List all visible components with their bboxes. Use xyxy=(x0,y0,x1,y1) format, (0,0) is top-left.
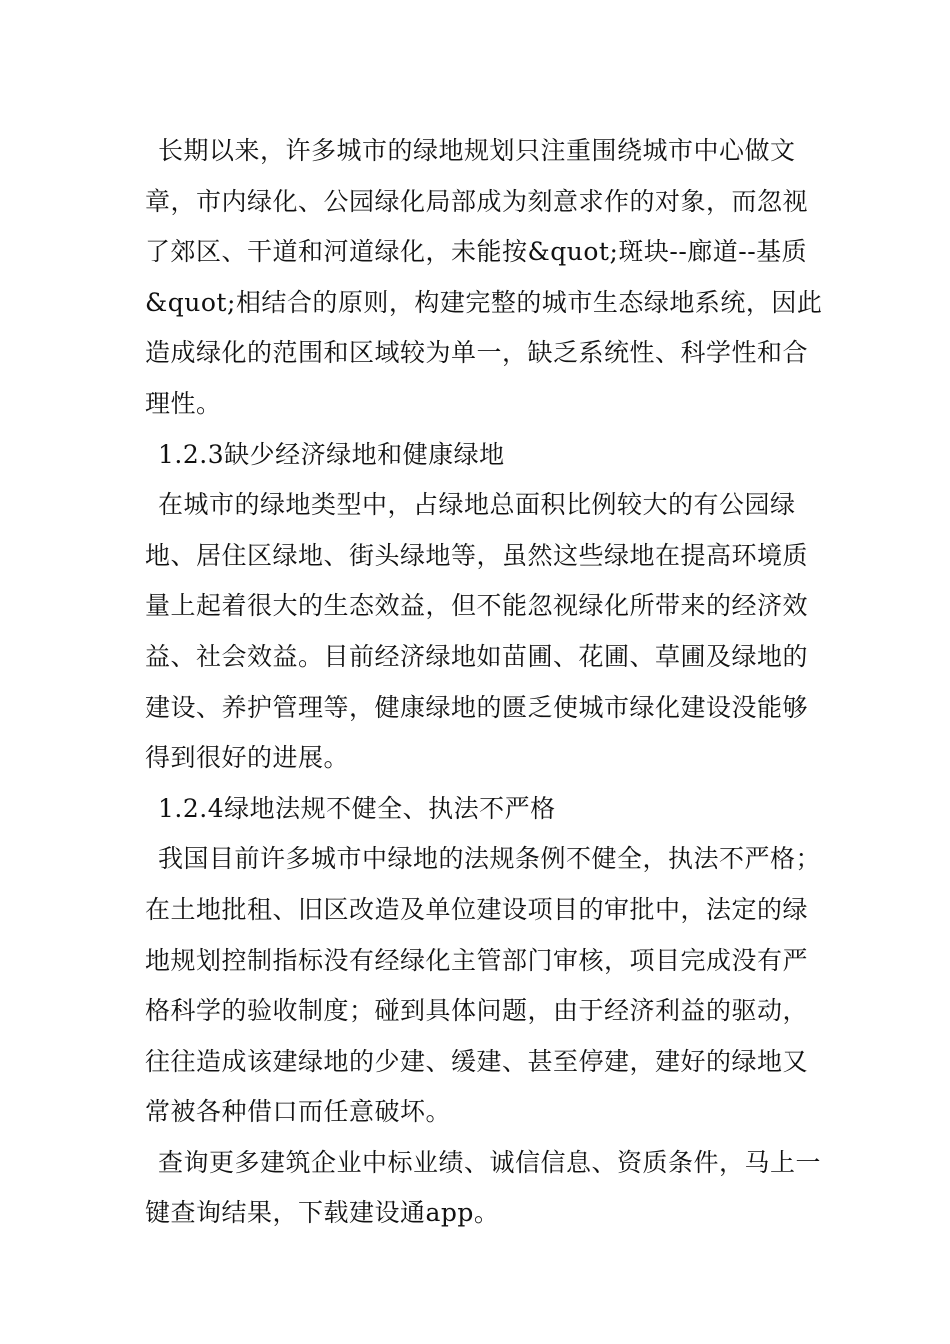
document-body xyxy=(145,126,825,1239)
paragraph-economic-green-space: 在城市的绿地类型中，占绿地总面积比例较大的有公园绿地、居住区绿地、街头绿地等，虽然这些绿地在提高环境质量上起着很大的生态效益，但不能忽视绿化所带来的经济效益、社会效益。目前经济绿地如苗圃、花圃、草圃及绿地的建设、养护管理等，健康绿地的匮乏使城市绿化建设没能够得到很好的进展。 xyxy=(145,490,809,773)
section-heading-1-2-4: 1.2.4绿地法规不健全、执法不严格 xyxy=(158,793,556,823)
paragraph-green-planning-history: 长期以来，许多城市的绿地规划只注重围绕城市中心做文章，市内绿化、公园绿化局部成为刻意求作的对象，而忽视了郊区、干道和河道绿化，未能按&quot;斑块--廊道--基质&quot;相结合的原则，构建完整的城市生态绿地系统，因此造成绿化的范围和区域较为单一，缺乏系统性、科学性和合理性。 xyxy=(145,136,823,418)
paragraph-green-regulations: 我国目前许多城市中绿地的法规条例不健全，执法不严格；在土地批租、旧区改造及单位建设项目的审批中，法定的绿地规划控制指标没有经绿化主管部门审核，项目完成没有严格科学的验收制度；碰到具体问题，由于经济利益的驱动，往往造成该建绿地的少建、缓建、甚至停建，建好的绿地又常被各种借口而任意破坏。 xyxy=(145,844,822,1127)
paragraph-promo-query: 查询更多建筑企业中标业绩、诚信信息、资质条件，马上一键查询结果，下载建设通app。 xyxy=(145,1147,822,1228)
section-heading-1-2-3: 1.2.3缺少经济绿地和健康绿地 xyxy=(158,439,505,469)
